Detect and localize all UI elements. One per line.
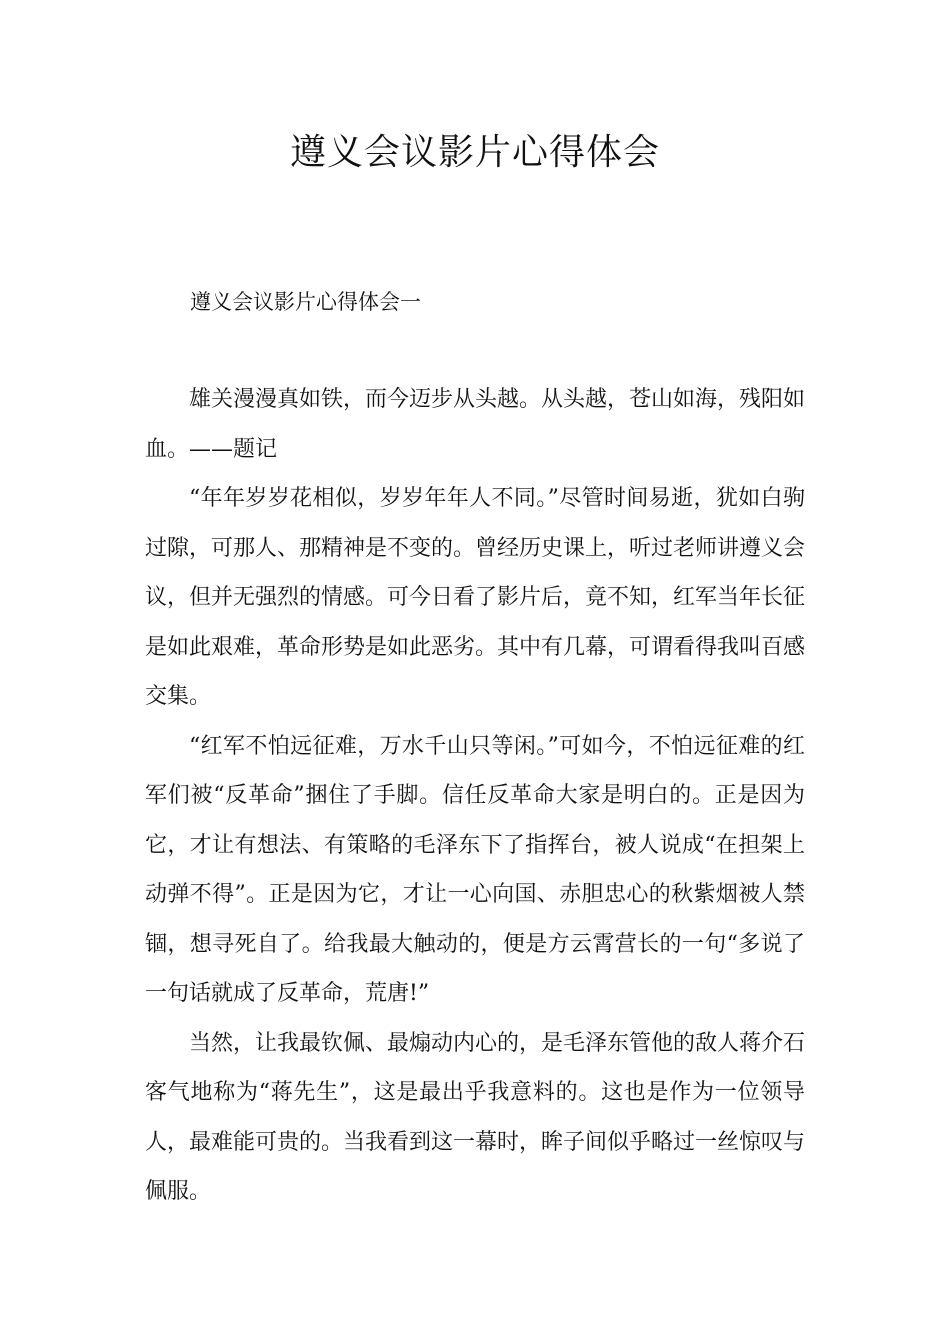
paragraph-1: “年年岁岁花相似，岁岁年年人不同。”尽管时间易逝，犹如白驹过隙，可那人、那精神是不变的。曾经历史课上，听过老师讲遵义会议，但并无强烈的情感。可今日看了影片后，竟不知，红军当年长征是如此艰难，革命形势是如此恶劣。其中有几幕，可谓看得我叫百感交集。 <box>145 486 806 709</box>
paragraph-3: 当然，让我最钦佩、最煽动内心的，是毛泽东管他的敌人蒋介石客气地称为“蒋先生”，这是最出乎我意料的。这也是作为一位领导人，最难能可贵的。当我看到这一幕时，眸子间似乎略过一丝惊叹与佩服。 <box>145 1030 806 1204</box>
paragraph-2: “红军不怕远征难，万水千山只等闲。”可如今，不怕远征难的红军们被“反革命”捆住了手脚。信任反革命大家是明白的。正是因为它，才让有想法、有策略的毛泽东下了指挥台，被人说成“在担架上动弹不得”。正是因为它，才让一心向国、赤胆忠心的秋紫烟被人禁锢，想寻死自了。给我最大触动的，便是方云霄营长的一句“多说了一句话就成了反革命，荒唐!” <box>145 733 805 1006</box>
body-text <box>145 375 805 1217</box>
section-heading: 遵义会议影片心得体会一 <box>190 290 421 314</box>
document-title: 遵义会议影片心得体会 <box>289 132 660 173</box>
paragraph-epigraph: 雄关漫漫真如铁，而今迈步从头越。从头越，苍山如海，残阳如血。——题记 <box>145 387 806 462</box>
